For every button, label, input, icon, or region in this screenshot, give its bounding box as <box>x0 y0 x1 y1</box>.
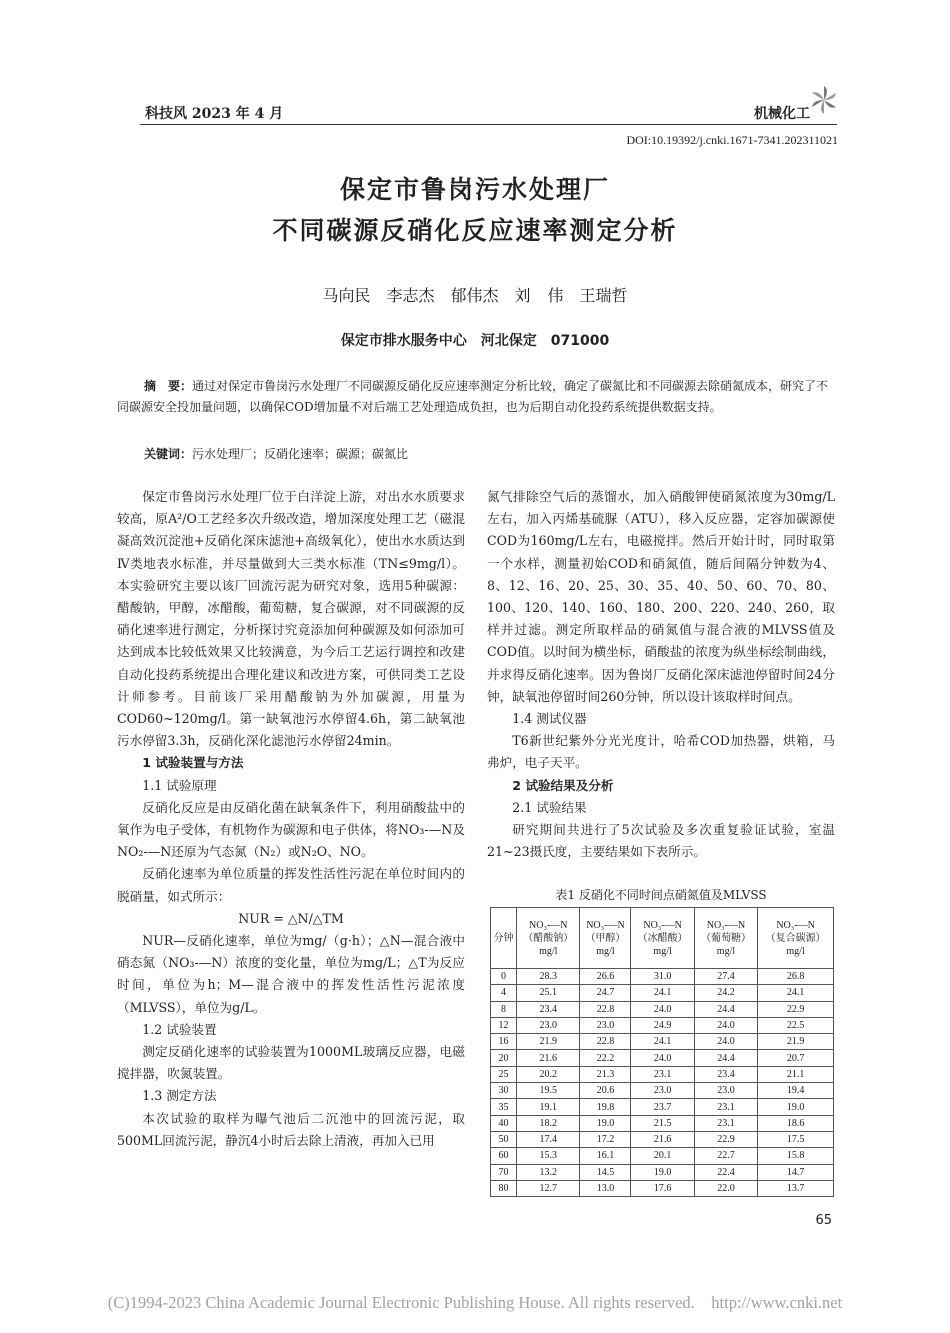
table-header-line: （复合碳源） <box>765 932 826 944</box>
table-cell: 24.1 <box>631 985 694 1001</box>
paper-title-line-1: 保定市鲁岗污水处理厂 <box>339 175 610 204</box>
table-cell: 28.3 <box>517 969 580 985</box>
table-header-cell <box>517 908 580 969</box>
table-cell: 22.8 <box>580 1001 631 1017</box>
subsection-heading-1-4: 1.4 测试仪器 <box>512 711 587 727</box>
table-header-line: （醋酸钠） <box>523 932 574 944</box>
table-cell: 27.4 <box>694 969 757 985</box>
table-row <box>491 1083 834 1099</box>
abstract-label: 摘 要： <box>144 379 193 393</box>
table-cell: 12 <box>491 1017 517 1033</box>
table-cell: 15.3 <box>517 1148 580 1164</box>
table-cell: 13.0 <box>580 1180 631 1196</box>
table-caption: 表1 反硝化不同时间点硝氮值及MLVSS <box>555 888 767 902</box>
paper-title-line-2: 不同碳源反硝化反应速率测定分析 <box>272 216 678 245</box>
formula: NUR = △N/△TM <box>238 910 344 926</box>
table-cell: 4 <box>491 985 517 1001</box>
table-cell: 24.4 <box>694 1001 757 1017</box>
table-cell: 22.9 <box>758 1001 834 1017</box>
table-header-line: （葡萄糖） <box>700 932 751 944</box>
right-column <box>487 486 835 863</box>
section-heading-1: 1 试验装置与方法 <box>142 755 244 771</box>
table-cell: 8 <box>491 1001 517 1017</box>
table-cell: 24.0 <box>631 1050 694 1066</box>
table-cell: 50 <box>491 1131 517 1147</box>
table-cell: 23.7 <box>631 1099 694 1115</box>
table-cell: 14.7 <box>758 1164 834 1180</box>
table-cell: 24.2 <box>694 985 757 1001</box>
table-header-line: mg/l <box>786 945 805 957</box>
table-cell: 19.1 <box>517 1099 580 1115</box>
table-cell: 23.1 <box>631 1066 694 1082</box>
table-header-cell <box>694 908 757 969</box>
table-header-line: （冰醋酸） <box>637 932 688 944</box>
table-header-cell <box>631 908 694 969</box>
pinwheel-logo-icon <box>808 84 840 116</box>
principle-paragraph-2: 反硝化速率为单位质量的挥发性活性污泥在单位时间内的脱硝量，如式所示： <box>117 866 465 904</box>
table-cell: 22.0 <box>694 1180 757 1196</box>
table-cell: 14.5 <box>580 1164 631 1180</box>
table-header-line: NO₃-—N <box>529 919 568 931</box>
table-cell: 23.0 <box>631 1083 694 1099</box>
table-row <box>491 985 834 1001</box>
table-header-line: NO₃-—N <box>643 919 682 931</box>
table-header-line: mg/l <box>539 945 558 957</box>
table-cell: 16 <box>491 1034 517 1050</box>
table-cell: 21.9 <box>517 1034 580 1050</box>
table-body <box>491 969 834 1197</box>
table-cell: 17.2 <box>580 1131 631 1147</box>
copyright-watermark: (C)1994-2023 China Academic Journal Electronic Publishing House. All rights reserved. http://www.cnki.net <box>107 1293 843 1312</box>
method-paragraph: 本次试验的取样为曝气池后二沉池中的回流污泥，取500ML回流污泥，静沉4小时后去除上清液，再加入已用 <box>117 1110 465 1148</box>
table-cell: 24.0 <box>694 1034 757 1050</box>
table-cell: 21.5 <box>631 1115 694 1131</box>
subsection-heading-1-2: 1.2 试验装置 <box>142 1021 217 1037</box>
table-row <box>491 1115 834 1131</box>
authors: 马向民 李志杰 郁伟杰 刘 伟 王瑞哲 <box>322 286 628 305</box>
table-cell: 25 <box>491 1066 517 1082</box>
table-cell: 23.4 <box>517 1001 580 1017</box>
table-row <box>491 1131 834 1147</box>
table-cell: 22.7 <box>694 1148 757 1164</box>
table-cell: 21.6 <box>631 1131 694 1147</box>
table-cell: 40 <box>491 1115 517 1131</box>
table-cell: 19.0 <box>758 1099 834 1115</box>
keywords-label: 关键词： <box>144 447 193 461</box>
subsection-heading-1-3: 1.3 测定方法 <box>142 1088 217 1104</box>
keywords-text: 污水处理厂；反硝化速率；碳源；碳氮比 <box>192 447 409 461</box>
subsection-heading-1-1: 1.1 试验原理 <box>142 777 217 793</box>
table-cell: 22.8 <box>580 1034 631 1050</box>
affiliation: 保定市排水服务中心 河北保定 071000 <box>340 333 610 349</box>
table-row <box>491 1066 834 1082</box>
table-cell: 19.8 <box>580 1099 631 1115</box>
table-header-line: 分钟 <box>493 932 514 944</box>
abstract <box>117 376 833 418</box>
journal-name: 科技风 2023 年 4 月 <box>145 106 284 122</box>
table-header-line: NO₃-—N <box>586 919 625 931</box>
apparatus-paragraph: 测定反硝化速率的试验装置为1000ML玻璃反应器，电磁搅拌器，吹氮装置。 <box>117 1044 465 1082</box>
table-cell: 19.5 <box>517 1083 580 1099</box>
table-cell: 24.7 <box>580 985 631 1001</box>
table-cell: 18.2 <box>517 1115 580 1131</box>
table-cell: 23.1 <box>694 1099 757 1115</box>
table-row <box>491 1050 834 1066</box>
table-cell: 18.6 <box>758 1115 834 1131</box>
table-cell: 80 <box>491 1180 517 1196</box>
table-header-line: mg/l <box>596 945 615 957</box>
table-header-cell <box>758 908 834 969</box>
table-cell: 17.6 <box>631 1180 694 1196</box>
table-header-line: （甲醇） <box>585 932 626 944</box>
table-header-line: NO₃-—N <box>776 919 815 931</box>
table-cell: 12.7 <box>517 1180 580 1196</box>
method-paragraph-continued: 氮气排除空气后的蒸馏水，加入硝酸钾使硝氮浓度为30mg/L左右，加入丙烯基硫脲（ATU），移入反应器，定容加碳源使COD为160mg/L左右，电磁搅拌。然后开始计时，同时取第一个水样，测量初始COD和硝氮值，随后间隔分钟数为4、8、12、16、20、25、30、35、40、50、60、70、80、100、120、140、160、180、200、220、240、260，取样并过滤。测定所取样品的硝氮值与混合液的MLVSS值及COD值。以时间为横坐标，硝酸盐的浓度为纵坐标绘制曲线，并求得反硝化速率。因为鲁岗厂反硝化深床滤池停留时间24分钟，缺氧池停留时间260分钟，所以设计该取样时间点。 <box>487 489 835 704</box>
table-cell: 19.4 <box>758 1083 834 1099</box>
table-row <box>491 969 834 985</box>
table-header-row <box>491 908 834 969</box>
table-cell: 23.0 <box>580 1017 631 1033</box>
table-cell: 13.7 <box>758 1180 834 1196</box>
doi: DOI:10.19392/j.cnki.1671-7341.202311021 <box>626 133 838 147</box>
table-header-line: mg/l <box>653 945 672 957</box>
table-cell: 20.1 <box>631 1148 694 1164</box>
nitrate-table <box>490 907 834 1197</box>
table-cell: 60 <box>491 1148 517 1164</box>
instruments-paragraph: T6新世纪紫外分光光度计，哈希COD加热器，烘箱，马弗炉，电子天平。 <box>487 733 835 771</box>
table-cell: 13.2 <box>517 1164 580 1180</box>
table-cell: 22.9 <box>694 1131 757 1147</box>
table-cell: 20.2 <box>517 1066 580 1082</box>
table-cell: 20 <box>491 1050 517 1066</box>
table-cell: 17.5 <box>758 1131 834 1147</box>
table-cell: 15.8 <box>758 1148 834 1164</box>
table-row <box>491 1180 834 1196</box>
header-rule <box>140 124 837 125</box>
table-cell: 23.0 <box>517 1017 580 1033</box>
table-cell: 16.1 <box>580 1148 631 1164</box>
table-cell: 30 <box>491 1083 517 1099</box>
table-cell: 26.6 <box>580 969 631 985</box>
table-cell: 23.1 <box>694 1115 757 1131</box>
table-cell: 17.4 <box>517 1131 580 1147</box>
table-header-cell <box>491 908 517 969</box>
table-cell: 24.4 <box>694 1050 757 1066</box>
table-header-line: NO₃-—N <box>706 919 746 931</box>
table-cell: 24.1 <box>758 985 834 1001</box>
keywords <box>144 444 834 464</box>
table-cell: 0 <box>491 969 517 985</box>
intro-paragraph: 保定市鲁岗污水处理厂位于白洋淀上游，对出水水质要求较高，原A²/O工艺经多次升级改造，增加深度处理工艺（磁混凝高效沉淀池+反硝化深床滤池+高级氧化），使出水水质达到Ⅳ类地表水标准，并尽量做到大三类水标准（TN≤9mg/l）。本实验研究主要以该厂回流污泥为研究对象，选用5种碳源：醋酸钠，甲醇，冰醋酸，葡萄糖，复合碳源，对不同碳源的反硝化速率进行测定，分析探讨究竟添加何种碳源及如何添加可达到成本比较低效果又比较满意，为今后工艺运行调控和改建自动化投药系统提出合理化建议和改进方案，可供同类工艺设计师参考。目前该厂采用醋酸钠为外加碳源，用量为COD60~120mg/l。第一缺氧池污水停留4.6h，第二缺氧池污水停留3.3h，反硝化深化滤池污水停留24min。 <box>117 489 465 749</box>
table-cell: 22.2 <box>580 1050 631 1066</box>
table-cell: 23.0 <box>694 1083 757 1099</box>
table-cell: 26.8 <box>758 969 834 985</box>
results-paragraph: 研究期间共进行了5次试验及多次重复验证试验，室温21~23摄氏度，主要结果如下表所示。 <box>487 822 835 860</box>
table-cell: 24.1 <box>631 1034 694 1050</box>
table-cell: 21.1 <box>758 1066 834 1082</box>
table-cell: 20.7 <box>758 1050 834 1066</box>
table-cell: 35 <box>491 1099 517 1115</box>
left-column <box>117 486 465 1152</box>
table-cell: 24.9 <box>631 1017 694 1033</box>
abstract-text: 通过对保定市鲁岗污水处理厂不同碳源反硝化反应速率测定分析比较，确定了碳氮比和不同碳源去除硝氮成本，研究了不同碳源安全投加量问题，以确保COD增加量不对后端工艺处理造成负担，也为后期自动化投药系统提供数据支持。 <box>117 379 829 414</box>
table-cell: 19.0 <box>580 1115 631 1131</box>
table-cell: 31.0 <box>631 969 694 985</box>
table-row <box>491 1034 834 1050</box>
table-cell: 22.5 <box>758 1017 834 1033</box>
table-cell: 22.4 <box>694 1164 757 1180</box>
table-cell: 24.0 <box>694 1017 757 1033</box>
table-cell: 70 <box>491 1164 517 1180</box>
table-row <box>491 1164 834 1180</box>
table-header-line: mg/l <box>716 945 736 957</box>
table-row <box>491 1148 834 1164</box>
table-header-cell <box>580 908 631 969</box>
principle-paragraph-3: NUR—反硝化速率，单位为mg/（g·h）；△N—混合液中硝态氮（NO₃-—N）浓度的变化量，单位为mg/L；△T为反应时间，单位为h；M—混合液中的挥发性活性污泥浓度（MLVSS），单位为g/L。 <box>117 933 465 1015</box>
table-cell: 20.6 <box>580 1083 631 1099</box>
section-heading-2: 2 试验结果及分析 <box>512 777 614 793</box>
table-row <box>491 1017 834 1033</box>
table-row <box>491 1099 834 1115</box>
table-cell: 21.3 <box>580 1066 631 1082</box>
table-cell: 25.1 <box>517 985 580 1001</box>
table-cell: 21.6 <box>517 1050 580 1066</box>
table-cell: 23.4 <box>694 1066 757 1082</box>
page-number: 65 <box>815 1213 832 1228</box>
table-cell: 24.0 <box>631 1001 694 1017</box>
section-name: 机械化工 <box>754 106 810 122</box>
table-cell: 19.0 <box>631 1164 694 1180</box>
subsection-heading-2-1: 2.1 试验结果 <box>512 799 587 815</box>
table-cell: 21.9 <box>758 1034 834 1050</box>
table-row <box>491 1001 834 1017</box>
principle-paragraph-1: 反硝化反应是由反硝化菌在缺氧条件下，利用硝酸盐中的氧作为电子受体，有机物作为碳源和电子供体，将NO₃-—N及NO₂-—N还原为气态氮（N₂）或N₂O、NO。 <box>117 799 465 860</box>
